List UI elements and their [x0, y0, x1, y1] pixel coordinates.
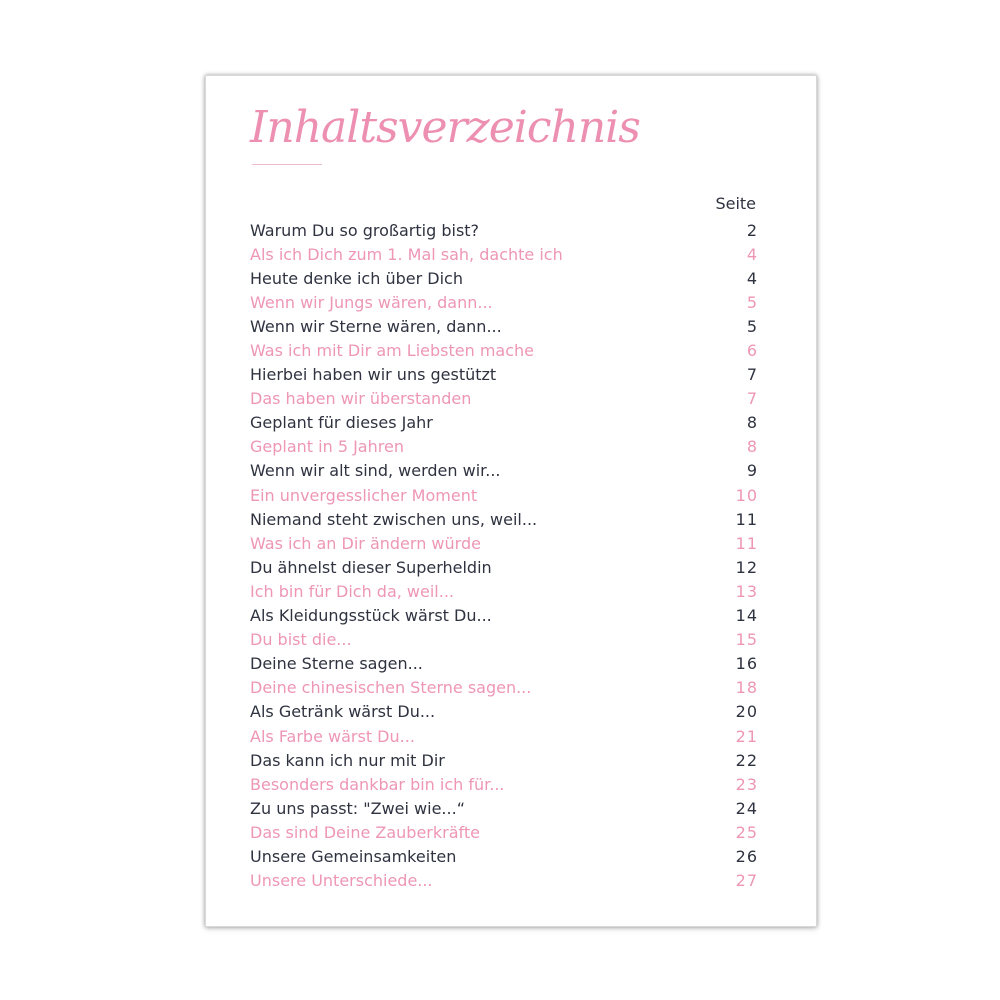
toc-entry: [250, 435, 758, 459]
toc-entry-label: Zu uns passt: "Zwei wie...“: [250, 798, 465, 818]
toc-entry-label: Du bist die...: [250, 630, 352, 650]
toc-entry-page-number: 8: [746, 413, 758, 433]
toc-entry-label: Du ähnelst dieser Superheldin: [250, 557, 492, 577]
toc-entry-page-number: 15: [735, 630, 758, 650]
toc-entry: [250, 266, 758, 290]
toc-entry-page-number: 14: [735, 606, 758, 626]
toc-entry-page-number: 25: [735, 822, 758, 842]
toc-entry: [250, 628, 758, 652]
toc-entry-label: Wenn wir Sterne wären, dann...: [250, 316, 502, 336]
toc-entry-label: Heute denke ich über Dich: [250, 268, 463, 288]
toc-entry: [250, 507, 758, 531]
toc-entry: [250, 555, 758, 579]
toc-entry-page-number: 6: [746, 341, 758, 361]
toc-entry: [250, 531, 758, 555]
toc-entry: [250, 604, 758, 628]
toc-entry-label: Deine chinesischen Sterne sagen...: [250, 678, 532, 698]
toc-entry-page-number: 9: [746, 461, 758, 481]
toc-entry-label: Unsere Unterschiede...: [250, 871, 433, 891]
toc-entry: [250, 796, 758, 820]
toc-entry-label: Geplant für dieses Jahr: [250, 413, 433, 433]
toc-entry-page-number: 11: [735, 509, 758, 529]
toc-entry: [250, 820, 758, 844]
toc-entry-page-number: 26: [735, 846, 758, 866]
toc-entry-page-number: 24: [735, 798, 758, 818]
toc-entry-label: Das kann ich nur mit Dir: [250, 750, 445, 770]
toc-entry-page-number: 22: [735, 750, 758, 770]
toc-entry-label: Geplant in 5 Jahren: [250, 437, 404, 457]
toc-entry-page-number: 11: [735, 533, 758, 553]
toc-entry-label: Als Getränk wärst Du...: [250, 702, 436, 722]
toc-entry-page-number: 27: [735, 871, 758, 891]
toc-entry-page-number: 23: [735, 774, 758, 794]
toc-entry-page-number: 21: [735, 726, 758, 746]
toc-entry-label: Was ich mit Dir am Liebsten mache: [250, 341, 534, 361]
toc-entry-label: Was ich an Dir ändern würde: [250, 533, 481, 553]
toc-entry-page-number: 5: [746, 316, 758, 336]
toc-entry-label: Warum Du so großartig bist?: [250, 220, 480, 240]
toc-entry-page-number: 2: [746, 220, 758, 240]
toc-entry: [250, 290, 758, 314]
toc-entry-label: Das haben wir überstanden: [250, 389, 472, 409]
toc-entry: [250, 363, 758, 387]
toc-entry-label: Als Farbe wärst Du...: [250, 726, 415, 746]
toc-entry-label: Niemand steht zwischen uns, weil...: [250, 509, 538, 529]
toc-entry-page-number: 7: [746, 365, 758, 385]
toc-entry: [250, 314, 758, 338]
toc-entry-page-number: 5: [746, 292, 758, 312]
page-column-header: Seite: [715, 194, 756, 213]
toc-entry-label: Wenn wir Jungs wären, dann...: [250, 292, 493, 312]
toc-entry: [250, 483, 758, 507]
toc-entry: [250, 411, 758, 435]
toc-entry-page-number: 13: [735, 581, 758, 601]
toc-entry-label: Hierbei haben wir uns gestützt: [250, 365, 497, 385]
toc-entry-page-number: 8: [746, 437, 758, 457]
toc-entry: [250, 700, 758, 724]
toc-entry-label: Als Kleidungsstück wärst Du...: [250, 606, 492, 626]
toc-entry: [250, 242, 758, 266]
toc-entry-label: Deine Sterne sagen...: [250, 654, 423, 674]
toc-entry: [250, 218, 758, 242]
toc-entry-page-number: 10: [735, 485, 758, 505]
toc-entry-page-number: 4: [746, 244, 758, 264]
toc-entry: [250, 869, 758, 893]
toc-entry-label: Ein unvergesslicher Moment: [250, 485, 478, 505]
toc-entry-page-number: 18: [735, 678, 758, 698]
toc-entry: [250, 844, 758, 868]
toc-entry-label: Wenn wir alt sind, werden wir...: [250, 461, 501, 481]
toc-entry: [250, 724, 758, 748]
toc-entry: [250, 459, 758, 483]
toc-entry-label: Das sind Deine Zauberkräfte: [250, 822, 480, 842]
page-title: Inhaltsverzeichnis: [250, 102, 640, 153]
title-flourish: [252, 164, 322, 165]
book-page: [205, 75, 817, 927]
toc-entry-page-number: 12: [735, 557, 758, 577]
toc-entry-label: Als ich Dich zum 1. Mal sah, dachte ich: [250, 244, 563, 264]
toc-entry: [250, 652, 758, 676]
toc-entry: [250, 387, 758, 411]
toc-entry-page-number: 20: [735, 702, 758, 722]
toc-entry-label: Ich bin für Dich da, weil...: [250, 581, 455, 601]
toc-entry: [250, 748, 758, 772]
toc-entry: [250, 338, 758, 362]
toc-entry-page-number: 16: [735, 654, 758, 674]
toc-entry: [250, 676, 758, 700]
toc-entry-page-number: 4: [746, 268, 758, 288]
table-of-contents: [250, 218, 758, 893]
toc-entry-page-number: 7: [746, 389, 758, 409]
toc-entry: [250, 579, 758, 603]
toc-entry-label: Besonders dankbar bin ich für...: [250, 774, 505, 794]
toc-entry-label: Unsere Gemeinsamkeiten: [250, 846, 457, 866]
toc-entry: [250, 772, 758, 796]
